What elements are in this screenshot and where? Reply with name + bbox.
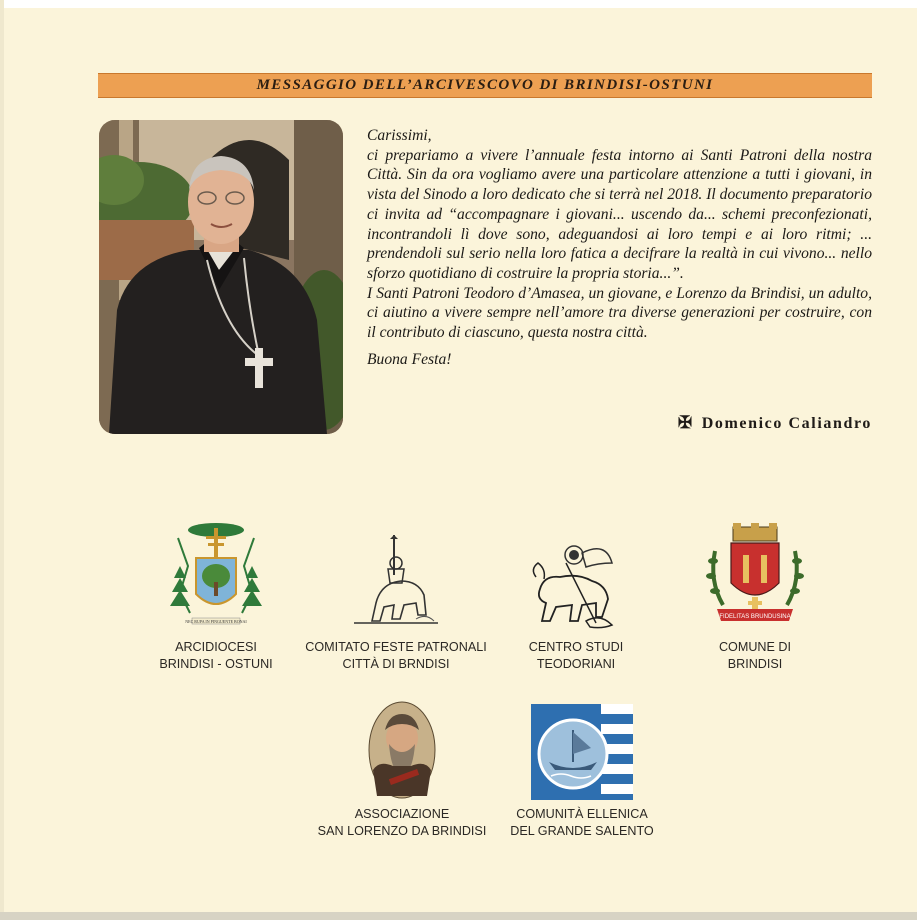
logo-comune bbox=[655, 515, 855, 673]
page-edge-left bbox=[0, 0, 4, 920]
studies-caption-line2: TEODORIANI bbox=[536, 657, 616, 671]
studies-caption-line1: CENTRO STUDI bbox=[528, 640, 624, 654]
archdiocese-caption-line2: BRINDISI - OSTUNI bbox=[159, 657, 273, 671]
signature-name: Domenico Caliandro bbox=[701, 415, 872, 432]
archdiocese-coat-of-arms-icon bbox=[166, 518, 266, 633]
lorenzo-caption-line1: ASSOCIAZIONE bbox=[354, 807, 450, 821]
archbishop-letter bbox=[367, 126, 872, 369]
hellenic-ship-emblem-icon bbox=[531, 704, 633, 800]
logo-studies-center bbox=[476, 515, 676, 673]
lorenzo-caption-line2: SAN LORENZO DA BRINDISI bbox=[317, 824, 487, 838]
cross-icon: ✠ bbox=[677, 413, 694, 432]
committee-caption-line2: CITTÀ DI BRNDISI bbox=[342, 657, 450, 671]
comune-caption-line2: BRINDISI bbox=[727, 657, 783, 671]
logo-san-lorenzo bbox=[302, 700, 502, 840]
letter-closing: Buona Festa! bbox=[367, 350, 452, 368]
knight-on-horse-icon bbox=[346, 533, 446, 633]
san-lorenzo-portrait-icon bbox=[367, 700, 437, 800]
city-ribbon-motto: FIDELITAS BRUNDUSINA bbox=[719, 614, 791, 620]
saint-theodore-dragon-icon bbox=[526, 533, 626, 633]
archdiocese-motto: NEC RUPA IN PINGUENTE BONAI bbox=[185, 619, 247, 624]
letter-paragraph-2: I Santi Patroni Teodoro d’Amasea, un giovane, e Lorenzo da Brindisi, un adulto, ci aiutino a vivere sempre nell’amore tra diverse generazioni per costruire, con il contributo di ciascuno, questa nostra città. bbox=[367, 284, 872, 342]
comune-caption-line1: COMUNE DI bbox=[718, 640, 792, 654]
logo-archdiocese bbox=[116, 515, 316, 673]
archbishop-portrait-image bbox=[99, 120, 343, 434]
page-edge-top bbox=[0, 0, 917, 8]
signature bbox=[678, 413, 872, 433]
archbishop-photo bbox=[99, 120, 343, 434]
hellenic-caption-line2: DEL GRANDE SALENTO bbox=[510, 824, 654, 838]
title-banner bbox=[98, 73, 872, 98]
city-coat-of-arms-icon bbox=[699, 521, 811, 633]
logo-committee bbox=[296, 515, 496, 673]
letter-greeting: Carissimi, bbox=[367, 127, 432, 144]
letter-paragraph-1: ci prepariamo a vivere l’annuale festa intorno ai Santi Patroni della nostra Città. Sin da ora vogliamo avere una particolare attenzione a tutti i giovani, in vista del Sinodo a loro dedicato che si terrà nel 2018. Il documento preparatorio ci invita ad “accompagnare i giovani... uscendo da... schemi preconfezionati, incontrandoli lì dove sono, adeguandosi ai loro tempi e ai loro ritmi; ... prendendoli sul serio nella loro fatica a decifrare la realtà in cui vivono... nello sforzo quotidiano di costruire la propria storia...”. bbox=[367, 146, 872, 282]
hellenic-caption-line1: COMUNITÀ ELLENICA bbox=[516, 807, 648, 821]
logo-hellenic-community bbox=[482, 700, 682, 840]
page-title: MESSAGGIO DELL’ARCIVESCOVO DI BRINDISI-OSTUNI bbox=[256, 77, 714, 93]
archdiocese-caption-line1: ARCIDIOCESI bbox=[175, 640, 257, 654]
committee-caption-line1: COMITATO FESTE PATRONALI bbox=[305, 640, 487, 654]
page-edge-bottom bbox=[0, 912, 917, 920]
